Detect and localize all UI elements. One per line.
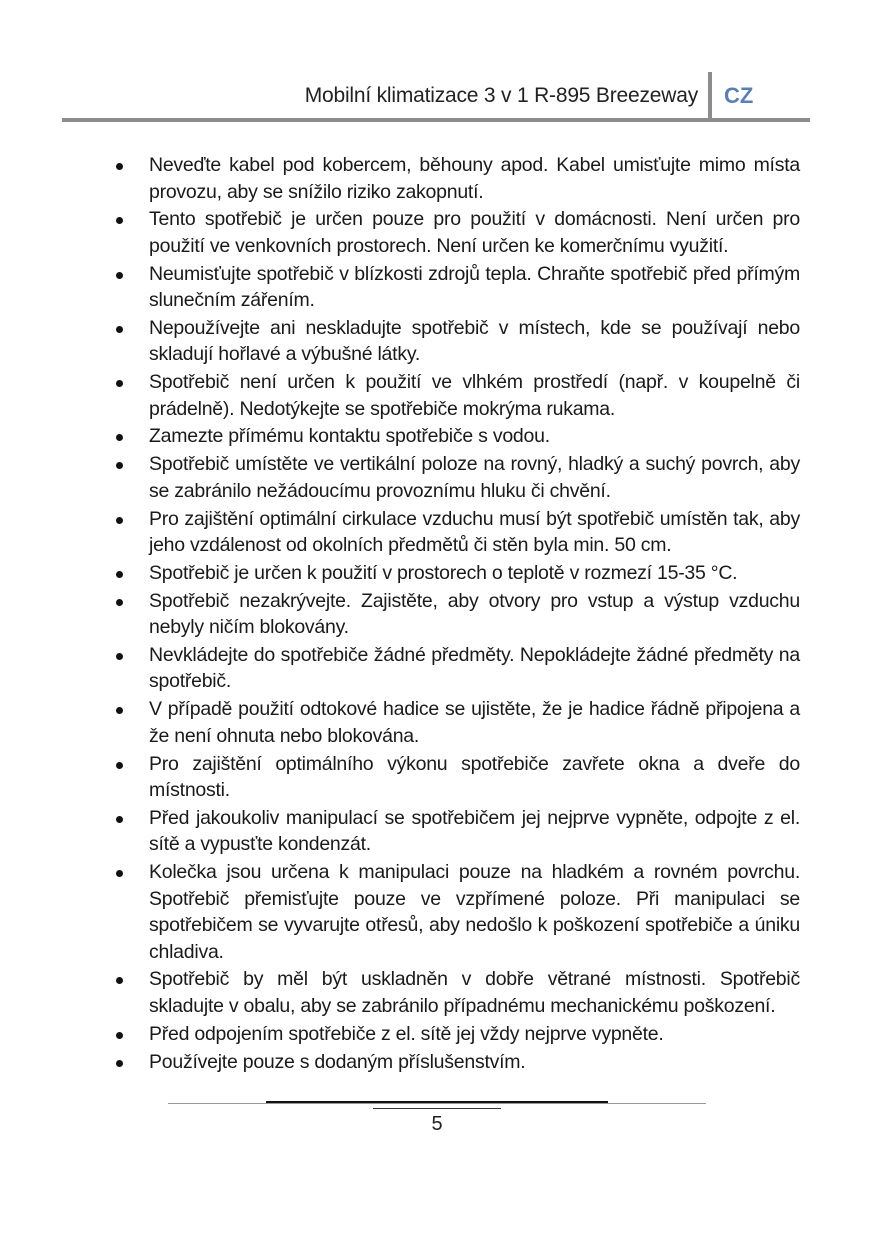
bullet-icon (116, 462, 123, 469)
header-rule (62, 118, 810, 122)
list-item: Spotřebič umístěte ve vertikální poloze na rovný, hladký a suchý povrch, aby se zabránilo nežádoucímu provoznímu hluku či chvění. (110, 451, 800, 504)
bullet-icon (116, 762, 123, 769)
bullet-icon (116, 870, 123, 877)
list-item: Nevkládejte do spotřebiče žádné předměty. Nepokládejte žádné předměty na spotřebič. (110, 642, 800, 695)
bullet-icon (116, 380, 123, 387)
footer-rule (168, 1103, 706, 1104)
footer-rule-short (373, 1108, 501, 1109)
safety-instructions-list (110, 152, 800, 1076)
list-item: Používejte pouze s dodaným příslušenstvím. (110, 1049, 800, 1076)
list-item: Spotřebič je určen k použití v prostorech o teplotě v rozmezí 15-35 °C. (110, 560, 800, 587)
list-item: Spotřebič by měl být uskladněn v dobře větrané místnosti. Spotřebič skladujte v obalu, aby se zabránilo případnému mechanickému poškození. (110, 966, 800, 1019)
document-title: Mobilní klimatizace 3 v 1 R-895 Breezeway (304, 84, 698, 107)
list-item: Spotřebič nezakrývejte. Zajistěte, aby otvory pro vstup a výstup vzduchu nebyly ničím blokovány. (110, 588, 800, 641)
bullet-icon (116, 326, 123, 333)
bullet-icon (116, 816, 123, 823)
bullet-icon (116, 571, 123, 578)
page-header (0, 70, 874, 122)
list-item: Před odpojením spotřebiče z el. sítě jej vždy nejprve vypněte. (110, 1021, 800, 1048)
page-number: 5 (431, 1113, 443, 1135)
language-label: CZ (724, 83, 754, 108)
header-divider (708, 72, 712, 122)
bullet-icon (116, 707, 123, 714)
bullet-icon (116, 653, 123, 660)
list-item: Pro zajištění optimálního výkonu spotřebiče zavřete okna a dveře do místnosti. (110, 751, 800, 804)
bullet-icon (116, 217, 123, 224)
list-item: Nepoužívejte ani neskladujte spotřebič v místech, kde se používají nebo skladují hořlavé a výbušné látky. (110, 315, 800, 368)
footer-rule-bold (266, 1101, 608, 1103)
bullet-icon (116, 434, 123, 441)
bullet-icon (116, 1032, 123, 1039)
list-item: Pro zajištění optimální cirkulace vzduchu musí být spotřebič umístěn tak, aby jeho vzdálenost od okolních předmětů či stěn byla min. 50 cm. (110, 506, 800, 559)
list-item: Před jakoukoliv manipulací se spotřebičem jej nejprve vypněte, odpojte z el. sítě a vypusťte kondenzát. (110, 805, 800, 858)
bullet-icon (116, 1060, 123, 1067)
bullet-icon (116, 599, 123, 606)
list-item: Spotřebič není určen k použití ve vlhkém prostředí (např. v koupelně či prádelně). Nedotýkejte se spotřebiče mokrýma rukama. (110, 369, 800, 422)
list-item: V případě použití odtokové hadice se ujistěte, že je hadice řádně připojena a že není ohnuta nebo blokována. (110, 696, 800, 749)
bullet-icon (116, 517, 123, 524)
list-item: Kolečka jsou určena k manipulaci pouze na hladkém a rovném povrchu. Spotřebič přemisťujte pouze ve vzpřímené poloze. Při manipulaci se spotřebičem se vyvarujte otřesů, aby nedošlo k poškození spotřebiče a úniku chladiva. (110, 859, 800, 965)
list-item: Tento spotřebič je určen pouze pro použití v domácnosti. Není určen pro použití ve venkovních prostorech. Není určen ke komerčnímu využití. (110, 206, 800, 259)
bullet-icon (116, 272, 123, 279)
bullet-icon (116, 977, 123, 984)
list-item: Neumisťujte spotřebič v blízkosti zdrojů tepla. Chraňte spotřebič před přímým slunečním zářením. (110, 261, 800, 314)
bullet-icon (116, 163, 123, 170)
list-item: Zamezte přímému kontaktu spotřebiče s vodou. (110, 423, 800, 450)
list-item: Neveďte kabel pod kobercem, běhouny apod. Kabel umisťujte mimo místa provozu, aby se snížilo riziko zakopnutí. (110, 152, 800, 205)
